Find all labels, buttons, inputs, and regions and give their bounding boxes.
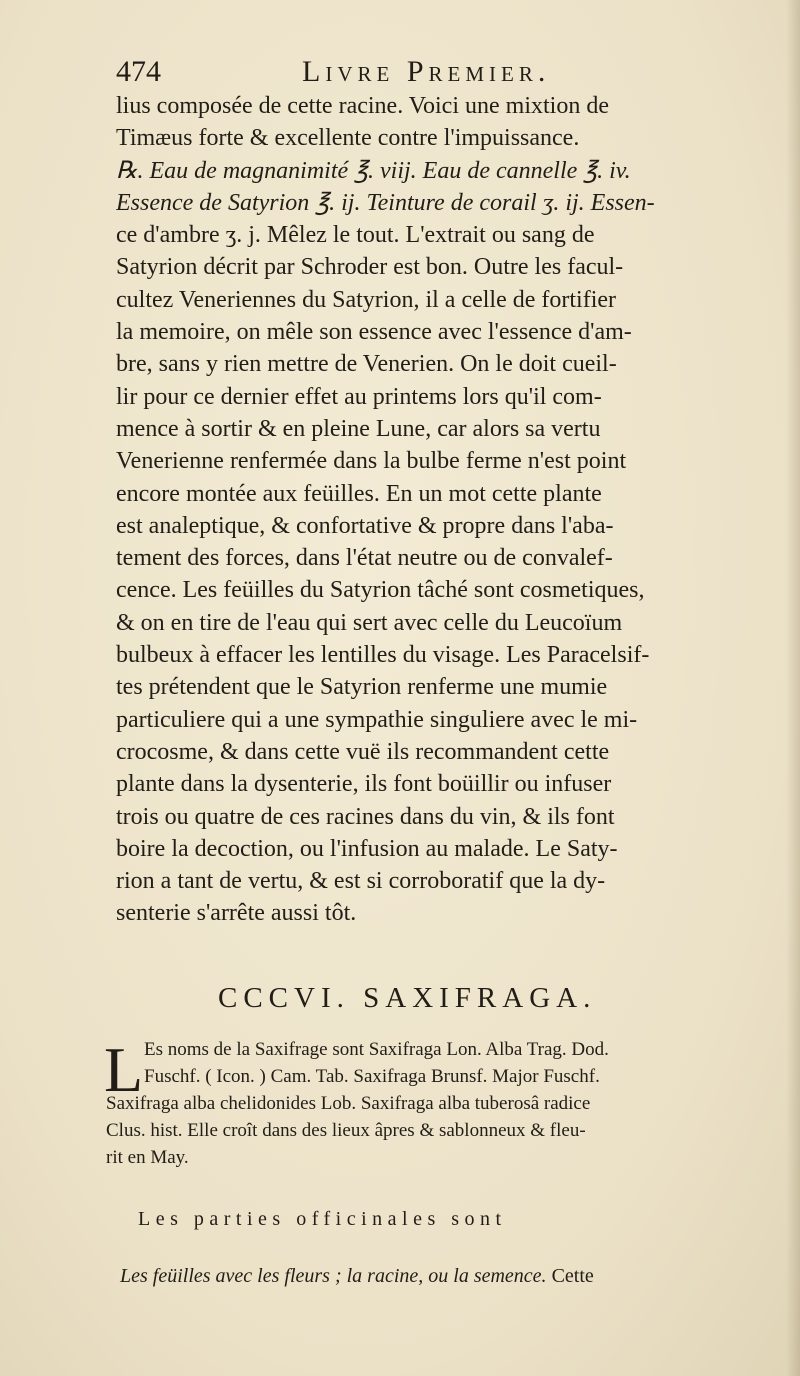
- text-line: est analeptique, & confortative & propre dans l'aba-: [116, 512, 614, 539]
- page-number: 474: [116, 55, 161, 88]
- text-line: lir pour ce dernier effet au printems lors qu'il com-: [116, 383, 602, 410]
- subsection-line: Saxifraga alba chelidonides Lob. Saxifraga alba tuberosâ radice: [106, 1093, 591, 1114]
- subsection-text-block: [106, 1036, 776, 1171]
- text-line: Timæus forte & excellente contre l'impuissance.: [116, 125, 580, 152]
- text-line: senterie s'arrête aussi tôt.: [116, 900, 357, 927]
- final-line-italic: Les feüilles avec les fleurs ; la racine, ou la semence.: [120, 1265, 547, 1287]
- text-line: plante dans la dysenterie, ils font boüillir ou infuser: [116, 771, 612, 798]
- text-line: Satyrion décrit par Schroder est bon. Outre les facul-: [116, 254, 624, 281]
- recipe-line: Essence de Satyrion ℥. ij. Teinture de corail ʒ. ij. Essen-: [116, 189, 655, 216]
- text-line: Venerienne renfermée dans la bulbe ferme n'est point: [116, 448, 627, 475]
- text-line: mence à sortir & en pleine Lune, car alors sa vertu: [116, 415, 601, 442]
- subsection-line: rit en May.: [106, 1147, 189, 1168]
- text-line: lius composée de cette racine. Voici une mixtion de: [116, 93, 609, 119]
- text-line: bulbeux à effacer les lentilles du visage. Les Paracelsif-: [116, 642, 650, 669]
- text-line: rion a tant de vertu, & est si corroboratif que la dy-: [116, 868, 606, 895]
- text-line: boire la decoction, ou l'infusion au malade. Le Saty-: [116, 835, 618, 862]
- text-line: tes prétendent que le Satyrion renferme une mumie: [116, 674, 608, 701]
- text-line: crocosme, & dans cette vuë ils recommandent cette: [116, 738, 610, 765]
- subsection-line: Fuschf. ( Icon. ) Cam. Tab. Saxifraga Brunsf. Major Fuschf.: [144, 1066, 600, 1087]
- final-line: [120, 1262, 770, 1290]
- final-line-catchword: Cette: [551, 1265, 594, 1287]
- parts-heading: Les parties officinales sont: [138, 1208, 507, 1230]
- text-line: encore montée aux feüilles. En un mot cette plante: [116, 480, 602, 507]
- text-line: cence. Les feüilles du Satyrion tâché sont cosmetiques,: [116, 577, 645, 604]
- page-edge-shadow: [786, 0, 800, 1376]
- section-heading: CCCVI. SAXIFRAGA.: [218, 982, 597, 1014]
- text-line: ce d'ambre ʒ. j. Mêlez le tout. L'extrait ou sang de: [116, 222, 595, 249]
- text-line: cultez Veneriennes du Satyrion, il a celle de fortifier: [116, 286, 617, 313]
- recipe-line: ℞. Eau de magnanimité ℥. viij. Eau de cannelle ℥. iv.: [116, 157, 631, 184]
- text-line: tement des forces, dans l'état neutre ou de convalef-: [116, 545, 613, 572]
- subsection-line: Clus. hist. Elle croît dans des lieux âpres & sablonneux & fleu-: [106, 1120, 586, 1141]
- text-line: la memoire, on mêle son essence avec l'essence d'am-: [116, 319, 632, 346]
- drop-cap: L: [104, 1034, 144, 1105]
- running-title: Livre Premier.: [302, 55, 551, 88]
- text-line: trois ou quatre de ces racines dans du vin, & ils font: [116, 803, 615, 830]
- main-text-block: [116, 90, 766, 930]
- text-line: & on en tire de l'eau qui sert avec celle du Leucoïum: [116, 609, 623, 636]
- subsection-line: Es noms de la Saxifrage sont Saxifraga Lon. Alba Trag. Dod.: [144, 1039, 609, 1060]
- text-line: bre, sans y rien mettre de Venerien. On le doit cueil-: [116, 351, 617, 378]
- text-line: particuliere qui a une sympathie singuliere avec le mi-: [116, 706, 638, 733]
